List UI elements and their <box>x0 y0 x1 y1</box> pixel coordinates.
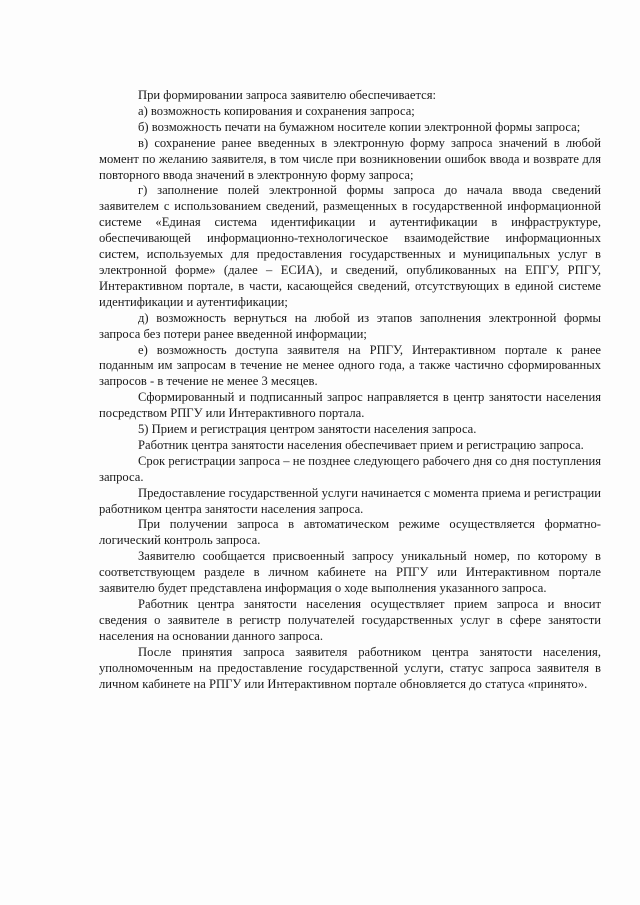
paragraph-reception: Работник центра занятости населения обеспечивает прием и регистрацию запроса. <box>138 437 584 452</box>
paragraph-item-d: д) возможность вернуться на любой из этапов заполнения электронной формы запроса без потери ранее введенной информации; <box>99 310 601 341</box>
paragraph-service-start: Предоставление государственной услуги начинается с момента приема и регистрации работником центра занятости населения запроса. <box>99 485 601 516</box>
paragraph-status-update: После принятия запроса заявителя работником центра занятости населения, уполномоченным на предоставление государственной услуги, статус запроса заявителя в личном кабинете на РПГУ или Интерактивном портале обновляется до статуса «принято». <box>99 644 601 691</box>
paragraph-format-control: При получении запроса в автоматическом режиме осуществляется форматно-логический контроль запроса. <box>99 517 601 548</box>
paragraph-submission: Сформированный и подписанный запрос направляется в центр занятости населения посредством РПГУ или Интерактивного портала. <box>99 390 601 421</box>
paragraph-intro: При формировании запроса заявителю обеспечивается: <box>138 88 437 102</box>
paragraph-item-b: б) возможность печати на бумажном носителе копии электронной формы запроса; <box>138 119 581 134</box>
paragraph-registration-term: Срок регистрации запроса – не позднее следующего рабочего дня со дня поступления запроса. <box>99 453 601 484</box>
paragraph-item-a: а) возможность копирования и сохранения запроса; <box>138 103 415 118</box>
paragraph-item-v: в) сохранение ранее введенных в электронную форму запроса значений в любой момент по желанию заявителя, в том числе при возникновении ошибок ввода и возврате для повторного ввода значений в электронную форму запроса; <box>99 135 601 182</box>
paragraph-step-5-heading: 5) Прием и регистрация центром занятости населения запроса. <box>138 422 477 437</box>
document-body <box>99 88 601 692</box>
paragraph-registry-entry: Работник центра занятости населения осуществляет прием запроса и вносит сведения о заявителе в регистр получателей государственных услуг в сфере занятости населения на основании данного запроса. <box>99 597 601 643</box>
paragraph-item-g: г) заполнение полей электронной формы запроса до начала ввода сведений заявителем с использованием сведений, размещенных в государственной информационной системе «Единая система идентификации и аутентификации в инфраструктуре, обеспечивающей информационно-технологическое взаимодействие информационных систем, используемых для предоставления государственных и муниципальных услуг в электронной форме» (далее – ЕСИА), и сведений, опубликованных на ЕПГУ, РПГУ, Интерактивном портале, в части, касающейся сведений, отсутствующих в единой системе идентификации и аутентификации; <box>99 183 601 309</box>
paragraph-unique-number: Заявителю сообщается присвоенный запросу уникальный номер, по которому в соответствующем разделе в личном кабинете на РПГУ или Интерактивном портале заявителю будет представлена информация о ходе выполнения указанного запроса. <box>99 549 601 596</box>
paragraph-item-e: е) возможность доступа заявителя на РПГУ, Интерактивном портале к ранее поданным им запросам в течение не менее одного года, а также частично сформированных запросов - в течение не менее 3 месяцев. <box>99 342 601 389</box>
